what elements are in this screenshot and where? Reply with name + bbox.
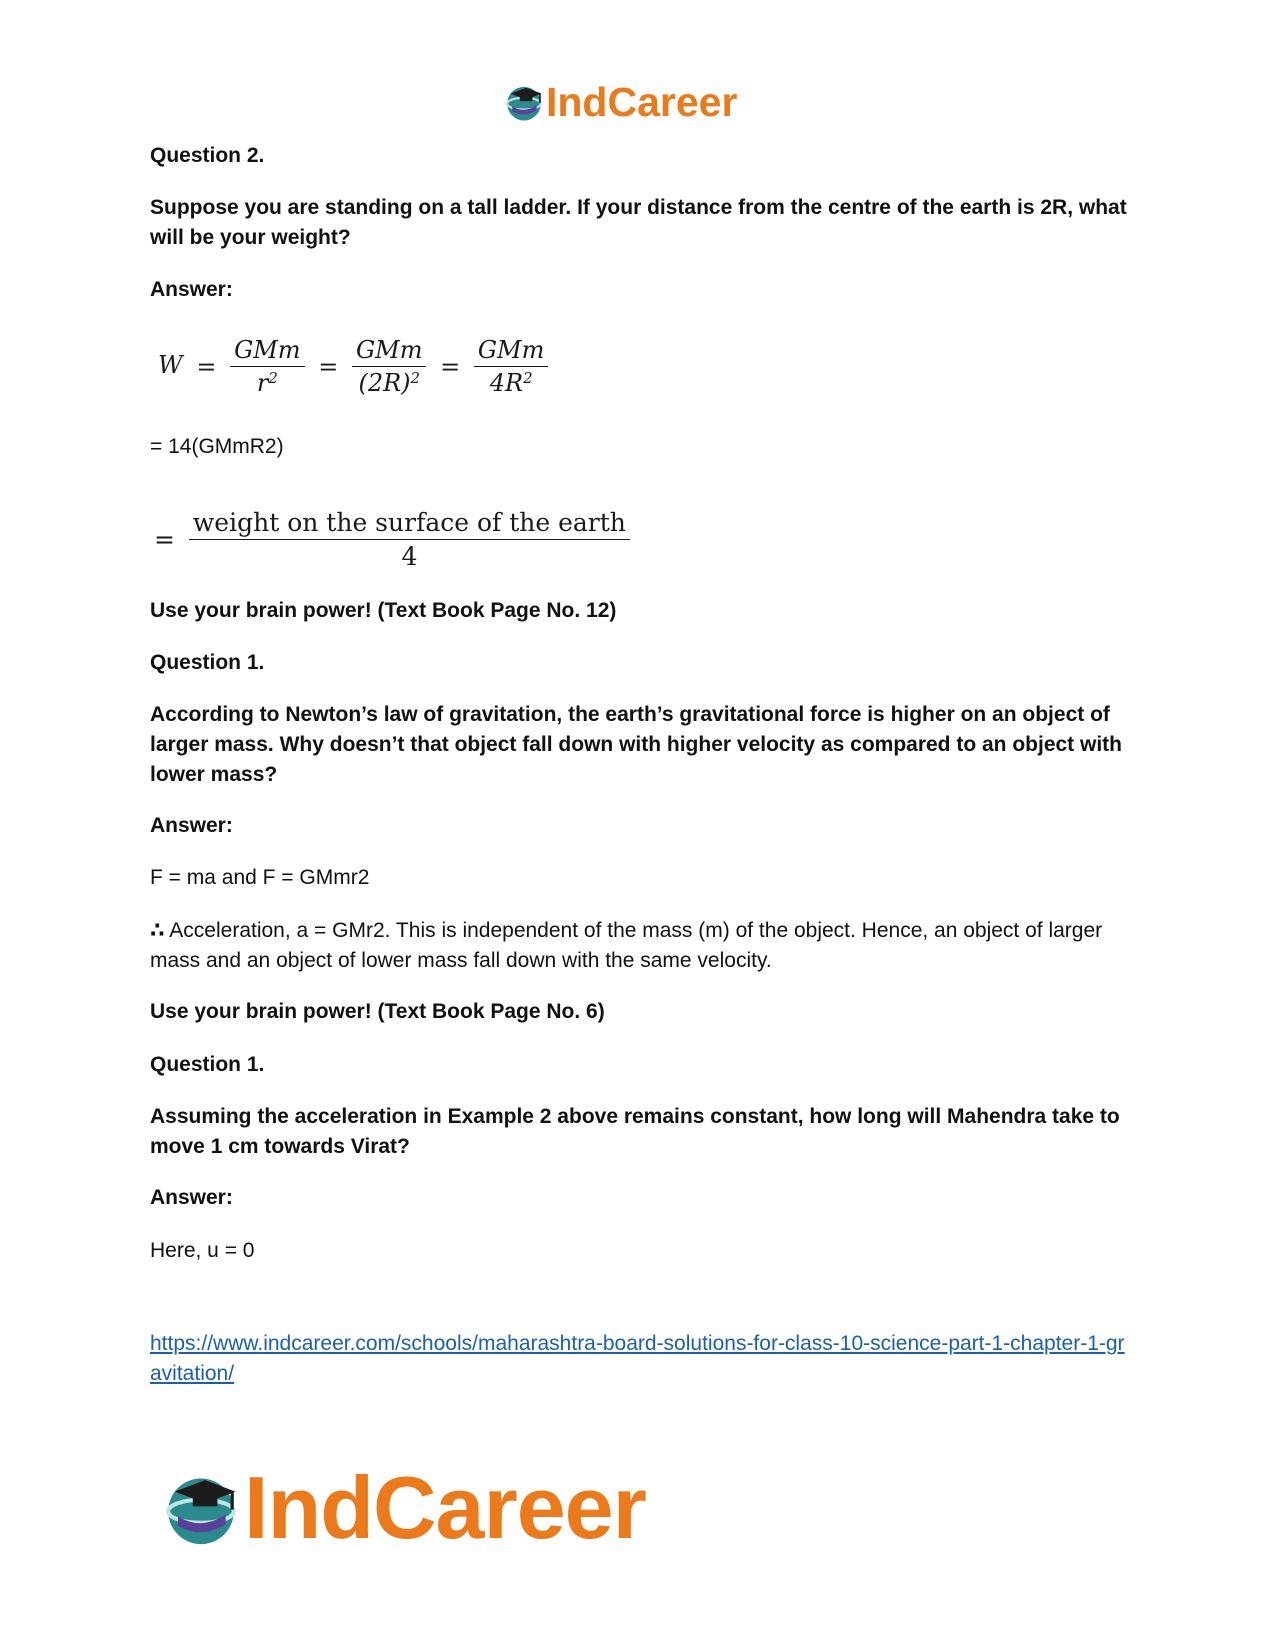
section-heading-page-12: Use your brain power! (Text Book Page No. 12) [150,599,617,622]
surface-fraction [189,508,630,571]
globe-graduation-cap-icon [503,81,545,123]
formula-fraction-2 [352,336,427,397]
source-link-container [150,1329,1130,1389]
source-url-link[interactable]: https://www.indcareer.com/schools/maharashtra-board-solutions-for-class-10-science-part-1-chapter-1-gravitation/ [150,1332,1125,1385]
formula-equals-1: = [196,352,217,381]
fraction-equals: = [154,525,175,554]
indcareer-logo-top [503,80,737,124]
acceleration-explanation: Acceleration, a = GMr2. This is independent of the mass (m) of the object. Hence, an object of larger mass and an object of lower mass fall down with the same velocity. [150,919,1103,972]
formula-lhs: W [158,351,183,379]
question-2-answer-label: Answer: [150,278,233,301]
formula-equals-3: = [440,352,461,381]
answer-line-quarter: = 14(GMmR2) [150,435,284,458]
formula-fraction-1 [230,336,305,397]
fraction-3-exponent: 2 [523,368,533,387]
fraction-2-numerator: GMm [352,336,427,367]
question-2-heading: Question 2. [150,144,265,167]
therefore-symbol: ∴ [150,919,165,942]
fraction-3-numerator: GMm [474,336,549,367]
surface-fraction-denominator: 4 [401,542,418,571]
weight-surface-fraction [154,508,630,571]
section-heading-page-6: Use your brain power! (Text Book Page No. 6) [150,1000,605,1023]
fraction-3-denominator: 4R [489,369,524,397]
section-2-question-1-heading: Question 1. [150,1053,265,1076]
globe-graduation-cap-icon [160,1467,242,1549]
fraction-1-numerator: GMm [230,336,305,367]
indcareer-logo-bottom [160,1458,646,1557]
question-2-text: Suppose you are standing on a tall ladder. If your distance from the centre of the earth is 2R, what will be your weight? [150,196,1127,249]
fraction-2-exponent: 2 [410,368,420,387]
weight-formula [158,336,548,397]
section-2-question-1-text: Assuming the acceleration in Example 2 above remains constant, how long will Mahendra take to move 1 cm towards Virat? [150,1105,1120,1158]
section-1-answer-line-2 [150,916,1130,976]
fraction-2-denominator: (2R) [358,369,411,397]
brand-name: IndCareer [546,78,738,125]
section-1-answer-line-1: F = ma and F = GMmr2 [150,866,370,889]
formula-fraction-3 [474,336,549,397]
section-1-question-1-heading: Question 1. [150,651,265,674]
section-2-answer-label: Answer: [150,1186,233,1209]
section-2-answer-line-1: Here, u = 0 [150,1239,255,1262]
fraction-1-denominator: r [256,369,269,397]
surface-fraction-numerator: weight on the surface of the earth [189,508,630,540]
formula-equals-2: = [318,352,339,381]
brand-name: IndCareer [244,1458,646,1557]
fraction-1-exponent: 2 [268,368,278,387]
section-1-question-1-text: According to Newton’s law of gravitation, the earth’s gravitational force is higher on an object of larger mass. Why doesn’t that object fall down with higher velocity as compared to an object with lower mass? [150,703,1122,786]
section-1-answer-label: Answer: [150,814,233,837]
